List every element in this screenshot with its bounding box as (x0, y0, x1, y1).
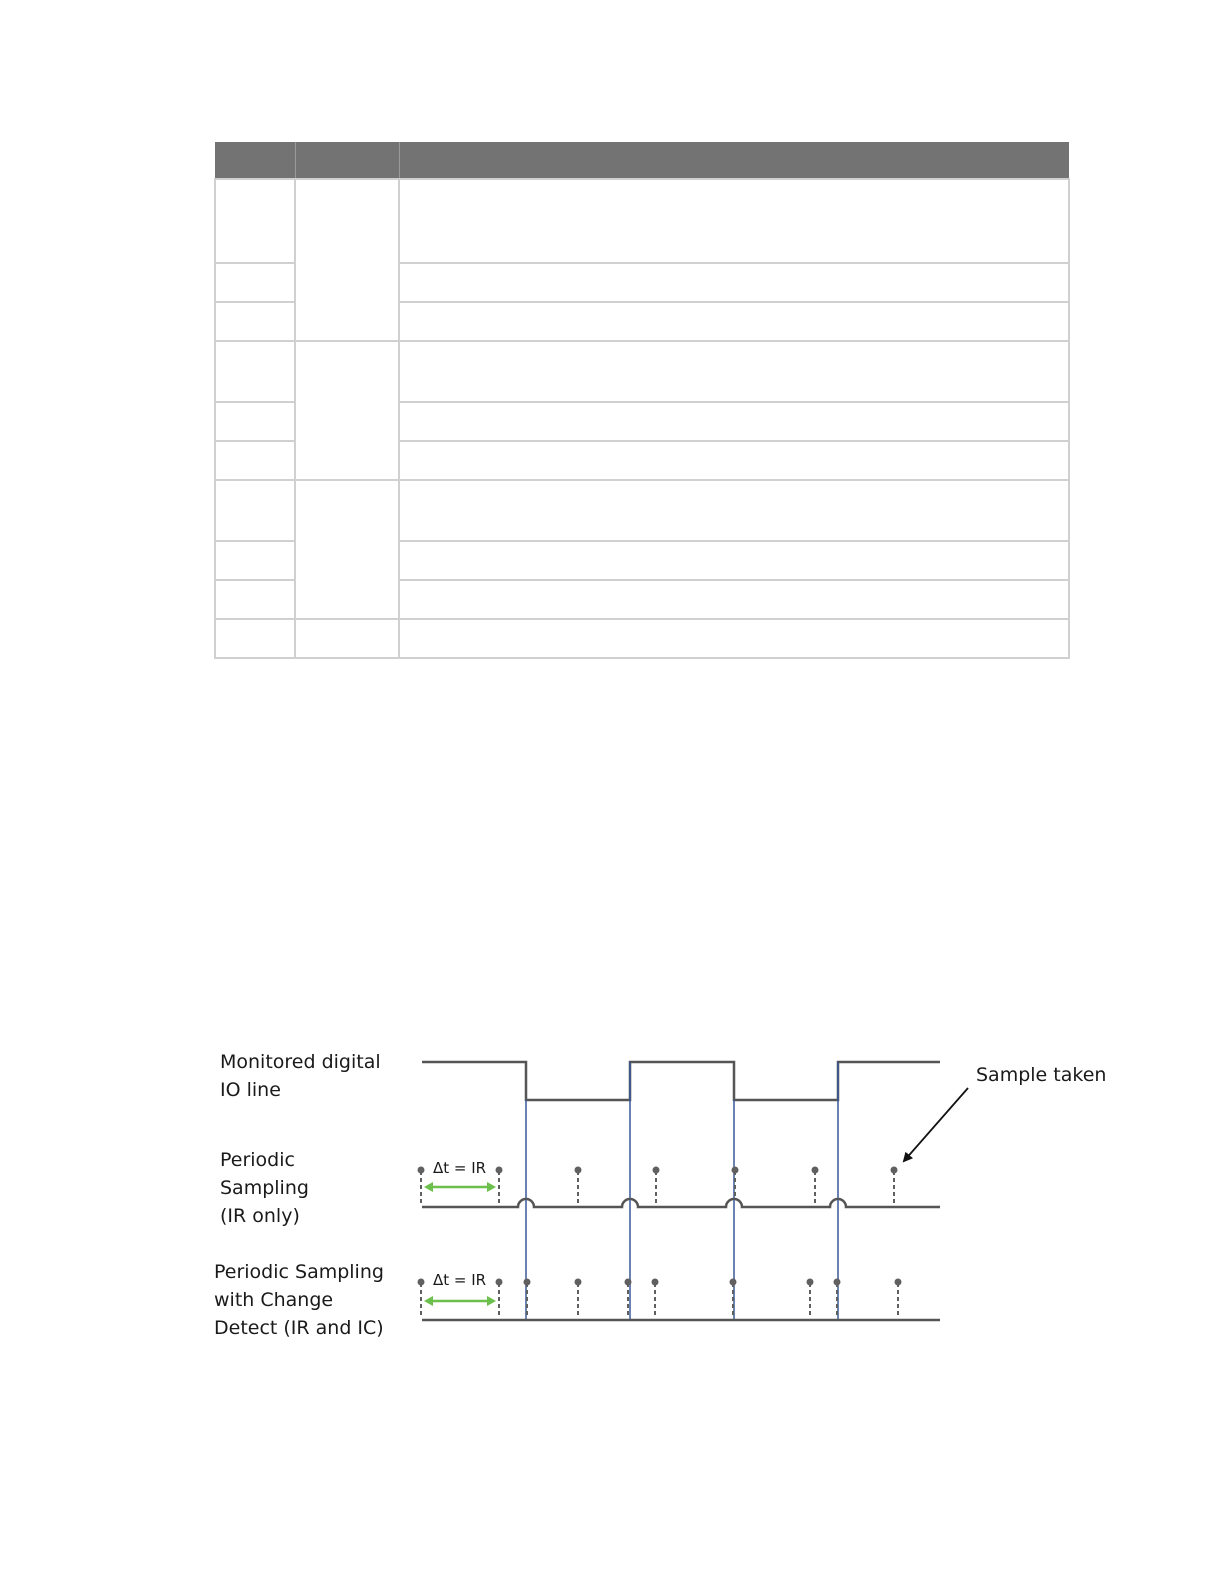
sample-marker (895, 1279, 902, 1319)
sample-marker (496, 1167, 503, 1206)
sample-marker (652, 1279, 659, 1319)
table-cell (215, 402, 295, 441)
sample-marker (732, 1167, 739, 1199)
table-cell (399, 541, 1069, 580)
table-row (215, 480, 1069, 541)
interval-arrow-row1 (424, 1182, 496, 1192)
row1-label: Periodic Sampling (IR only) (220, 1149, 309, 1227)
table-cell (399, 302, 1069, 341)
sampling-timing-diagram (0, 1030, 1224, 1360)
table-group-cell (295, 480, 399, 619)
table-cell (399, 580, 1069, 619)
sample-marker (834, 1279, 841, 1319)
table-cell (215, 619, 295, 658)
table-group-cell (295, 341, 399, 480)
sample-marker (575, 1167, 582, 1206)
digital-io-waveform (422, 1062, 940, 1100)
interval-label-row1: Δt = IR (433, 1159, 487, 1177)
sample-marker (730, 1279, 737, 1319)
table-group-cell (295, 179, 399, 341)
table-cell (295, 619, 399, 658)
table-cell (399, 402, 1069, 441)
table-cell (215, 179, 295, 263)
table-cell (215, 541, 295, 580)
table-cell (399, 619, 1069, 658)
interval-label-row2: Δt = IR (433, 1271, 487, 1289)
table-cell (399, 480, 1069, 541)
callout-label: Sample taken (976, 1064, 1107, 1086)
table-cell (215, 480, 295, 541)
sample-marker (524, 1279, 531, 1319)
table-cell (399, 341, 1069, 402)
table-row (215, 341, 1069, 402)
table-header-cell (295, 142, 399, 179)
sample-marker (418, 1167, 425, 1206)
table-cell (215, 341, 295, 402)
table-header-row (215, 142, 1069, 179)
table-header-cell (399, 142, 1069, 179)
interval-arrow-row2 (424, 1296, 496, 1306)
sample-marker (653, 1167, 660, 1206)
table-cell (215, 263, 295, 302)
sample-marker (891, 1167, 898, 1206)
table-cell (399, 441, 1069, 480)
table-cell (399, 179, 1069, 263)
table-cell (399, 263, 1069, 302)
sample-marker (418, 1279, 425, 1319)
table-row (215, 619, 1069, 658)
table-cell (215, 302, 295, 341)
sample-marker (575, 1279, 582, 1319)
callout-arrow (904, 1088, 968, 1161)
table-cell (215, 580, 295, 619)
table-header-cell (215, 142, 295, 179)
row2-label: Periodic Sampling with Change Detect (IR and IC) (214, 1261, 384, 1339)
table-cell (215, 441, 295, 480)
signal-label: Monitored digital IO line (220, 1051, 381, 1101)
sample-marker (812, 1167, 819, 1206)
sample-marker (496, 1279, 503, 1319)
parameter-table (214, 142, 1070, 659)
sample-marker (807, 1279, 814, 1319)
table-row (215, 179, 1069, 263)
